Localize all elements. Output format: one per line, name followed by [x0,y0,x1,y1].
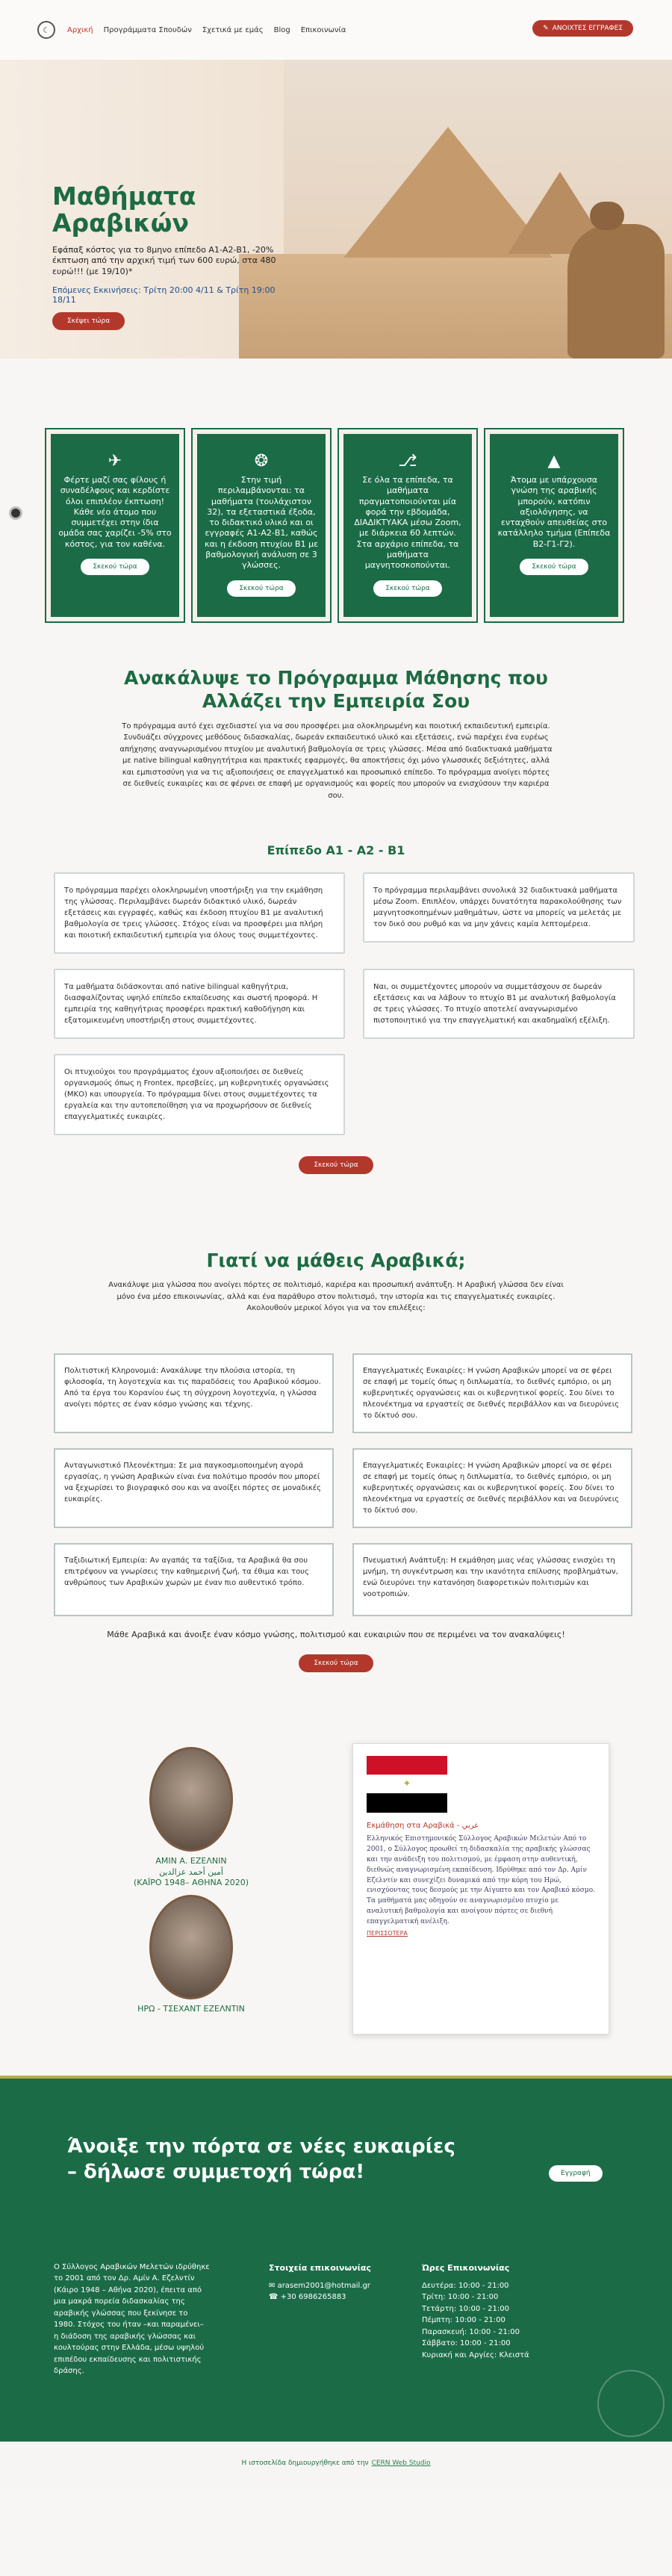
founder-arabic-name: أمين أحمد عزالدين [159,1866,223,1877]
about-card-title: Εκμάθηση στα Αραβικά - عربي [367,1821,479,1830]
camel-image [567,224,665,359]
program-level: Επίπεδο Α1 - Α2 - Β1 [267,843,405,857]
feature-card [485,429,623,621]
flag-stripe-red [367,1756,447,1775]
program-intro: Το πρόγραμμα αυτό έχει σχεδιαστεί για να σου προσφέρει μια ολοκληρωμένη και ποιοτική εκπαιδευτική εμπειρία. Συνδυάζει σύγχρονες μεθόδους διδασκαλίας, δωρεάν εκπαιδευτικό υλικό και εξετάσεις, ενώ παρέχει ένα ευρέως απήχησης αναγνωρισμένου πτυχίου με αναλυτική βαθμολογία σε τρεις γλώσσες. Μέσα από διαδικτυακά μαθήματα με native bilingual καθηγητήτρια και πρακτικές εφαρμογές, θα αποκτήσεις όχι μόνο γλωσσικές δεξιότητες, αλλά και εμπιστοσύνη για να τις αξιοποιήσεις σε επαγγελματικό και προσωπικό επίπεδο. Το πρόγραμμα ανοίγει πόρτες σε διεθνείς ευκαιρίες και σε φέρνει σε επαφή με οργανισμούς και φορείς που μπορούν να ενισχύσουν την καριέρα σου. [119,721,553,800]
flag-stripe-black [367,1793,447,1812]
open-registrations-label: ΑΝΟΙΧΤΕΣ ΕΓΓΡΑΦΕΣ [552,25,623,32]
hero-text [52,183,284,330]
program-box: Οι πτυχιούχοι του προγράμματος έχουν αξιοποιήσει σε διεθνείς οργανισμούς όπως η Frontex, πρεσβείες, μη κυβερνητικές οργανώσεις (ΜΚΟ) και υπουργεία. Το πρόγραμμα δίνει στους συμμετέχοντες τα εργαλεία και την αυτοπεποίθηση για να προχωρήσουν σε διεθνείς επαγγελματικές ευκαιρίες. [54,1054,345,1135]
feature-card [339,429,476,621]
footer-hours-title: Ώρες Επικοινωνίας [422,2262,510,2273]
why-title: Γιατί να μάθεις Αραβικά; [206,1250,466,1271]
footer-hours-row: Τετάρτη: 10:00 - 21:00 [422,2304,509,2313]
feature-cards [0,429,672,621]
nav-contact[interactable]: Επικοινωνία [300,25,346,34]
site-header [0,0,672,60]
badge-icon: ❂ [254,452,269,471]
footer-about-text: Ο Σύλλογος Αραβικών Μελετών ιδρύθηκε το 2001 από τον Δρ. Αμίν Α. Εζελντίν (Κάιρο 1948 – Αθήνα 2020), έπειτα από μια μακρά πορεία διδασκαλίας της αραβικής γλώσσας που ξεκίνησε το 1980. Στόχος του ήταν –και παραμένει– η διάδοση της αραβικής γλώσσας και κουλτούρας στην Ελλάδα, μέσω υψηλού επιπέδου εκπαίδευσης και πολιτιστικής δράσης. [54,2262,210,2376]
why-button-wrap [0,1654,672,1672]
footer-hours-row: Κυριακή και Αργίες: Κλειστά [422,2350,529,2359]
why-box: Πνευματική Ανάπτυξη: Η εκμάθηση μιας νέας γλώσσας ενισχύει τη μνήμη, τη συγκέντρωση και την ικανότητα επίλυσης προβλημάτων, ενώ διευρύνει την κατανόηση διαφορετικών πολιτισμών και νοοτροπιών. [352,1543,632,1616]
credit-text: Η ιστοσελίδα δημιουργήθηκε από την [241,2459,369,2468]
phone-icon: ☎ [269,2293,281,2302]
program-box: Ναι, οι συμμετέχοντες μπορούν να συμμετάσχουν σε δωρεάν εξετάσεις και να λάβουν το πτυχίο Β1 με αναλυτική βαθμολογία σε τρεις γλώσσες. Το πτυχίο αποτελεί αναγνωρισμένο πιστοποιητικό για την επαγγελματική και ακαδημαϊκή εξέλιξη. [363,969,635,1039]
nav-programs[interactable]: Προγράμματα Σπουδών [103,25,192,34]
register-button[interactable]: Εγγραφή [549,2165,603,2182]
program-section [0,666,672,1174]
why-box: Ανταγωνιστικό Πλεονέκτημα: Σε μια παγκοσμιοποιημένη αγορά εργασίας, η γνώση Αραβικών είναι ένα πολύτιμο προσόν που μπορεί να ξεχωρίσει το βιογραφικό σου και να ανοίξει πόρτες σε μοναδικές ευκαιρίες. [54,1448,334,1528]
footer-hours [422,2262,586,2362]
footer-contact [269,2262,418,2303]
founder-name: ΑΜΙΝ Α. ΕΖΕΛΝΙΝ [155,1855,227,1866]
credit-link[interactable]: CERN Web Studio [371,2459,431,2468]
why-closing: Μάθε Αραβικά και άνοιξε έναν κόσμο γνώσης, πολιτισμού και ευκαιριών που σε περιμένει να τον ανακαλύψεις! [107,1629,565,1639]
feature-card [193,429,330,621]
hero-cta-button[interactable]: Σκέψει τώρα [52,312,125,330]
footer-phone-row [269,2291,418,2303]
founder-caption [109,1856,273,1890]
card-text: Άτομα με υπάρχουσα γνώση της αραβικής μπορούν, κατόπιν αξιολόγησης, να ενταχθούν απευθείας στο κατάλληλο τμήμα (Επίπεδα Β2-Γ1-Γ2). [497,475,611,549]
footer-contact-title: Στοιχεία επικοινωνίας [269,2262,371,2273]
nav-home[interactable]: Αρχική [67,25,93,34]
program-box: Το πρόγραμμα περιλαμβάνει συνολικά 32 διαδικτυακά μαθήματα μέσω Zoom. Επιπλέον, υπάρχει δυνατότητα παρακολούθησης των μαγνητοσκοπημένων μαθημάτων, ώστε να μπορείς να μελετάς με τον δικό σου ρυθμό και να μην χάνεις καμία λεπτομέρεια. [363,872,635,943]
why-cta-button[interactable]: Σκεκού τώρα [299,1654,373,1672]
share-icon: ⎇ [398,452,417,471]
feature-card [46,429,184,621]
hero-subtitle: Εφάπαξ κόστος για το 8μηνο επίπεδο Α1-Α2-Β1, -20% έκπτωση από την αρχική τιμή των 600 ευρώ, στα 480 ευρώ!!! (με 19/10)* [52,244,276,277]
footer-phone-link[interactable]: +30 6986265883 [280,2293,346,2302]
footer-about [54,2262,211,2377]
card-text: Στην τιμή περιλαμβάνονται: τα μαθήματα (τουλάχιστον 32), τα εξεταστικά έξοδα, το διδακτικό υλικό και οι εγγραφές Α1-Α2-Β1, καθώς και η έκδοση πτυχίου Β1 με βαθμολογική ανάλυση σε 3 γλώσσες. [205,475,319,571]
pencil-icon: ✎ [543,25,549,32]
why-box: Ταξιδιωτική Εμπειρία: Αν αγαπάς τα ταξίδια, τα Αραβικά θα σου επιτρέψουν να γνωρίσεις την καθημερινή ζωή, τα έθιμα και τους ανθρώπους των Αραβικών χωρών με έναν πιο αυθεντικό τρόπο. [54,1543,334,1616]
footer-email-row [269,2280,418,2292]
why-box: Επαγγελματικές Ευκαιρίες: Η γνώση Αραβικών μπορεί να σε φέρει σε επαφή με τομείς όπως η διπλωματία, το διεθνές εμπόριο, οι μη κυβερνητικές οργανώσεις και οι κυβερνητικοί φορείς. Σου δίνει το πλεονέκτημα να εργαστείς σε διεθνές περιβάλλον και να διευρύνεις το δίκτυό σου. [352,1353,632,1433]
handshake-icon: ✈ [108,452,122,471]
card-button[interactable]: Σκεκού τώρα [227,580,295,597]
program-grid [0,872,672,1135]
founder-portrait [149,1747,233,1852]
why-intro: Ανακάλυψε μια γλώσσα που ανοίγει πόρτες σε πολιτισμό, καριέρα και προσωπική ανάπτυξη. Η Αραβική γλώσσα δεν είναι μόνο ένα μέσο επικοινωνίας, αλλά και ένα παράθυρο στον πολιτισμό, την ιστορία και τις επαγγελματικές ευκαιρίες. Ακολουθούν μερικοί λόγοι για να τον επιλέξεις: [108,1281,564,1313]
shapes-icon: ▲ [547,452,561,471]
about-card-body: Ελληνικός Επιστημονικός Σύλλογος Αραβικών Μελετών Από το 2001, ο Σύλλογος προωθεί τη διδασκαλία της αραβικής γλώσσας και την ανάδειξη του πολιτισμού, με έμφαση στην αυθεντική, διεθνώς αναγνωρισμένη εκπαίδευση. Ιδρύθηκε από τον Δρ. Αμίν Εζελντίν και συνεχίζει δυναμικά από την κόρη του Ηρώ, ενισχύοντας τους δεσμούς με την Αίγυπτο και τον Αραβικό κόσμο. Τα μαθήματά μας οδηγούν σε αναγνωρισμένο πτυχίο με αναλυτική βαθμολογία και ανοίγουν πόρτες σε διεθνή επαγγελματική ανέλιξη. [367,1834,595,1926]
read-more-link[interactable]: ΠΕΡΙΣΣΟΤΕΡΑ [367,1930,408,1937]
program-box: Τα μαθήματα διδάσκονται από native bilingual καθηγήτρια, διασφαλίζοντας υψηλό επίπεδο εκπαίδευσης και σωστή προφορά. Η εμπειρία της καθηγήτριας προσφέρει πρακτική καθοδήγηση και εξατομικευμένη υποστήριξη στους συμμετέχοντες. [54,969,345,1039]
site-logo[interactable]: ☾ [37,21,55,39]
why-box: Επαγγελματικές Ευκαιρίες: Η γνώση Αραβικών μπορεί να σε φέρει σε επαφή με τομείς όπως η διπλωματία, το διεθνές εμπόριο, οι μη κυβερνητικές οργανώσεις και οι κυβερνητικοί φορείς. Σου δίνει το πλεονέκτημα να εργαστείς σε διεθνές περιβάλλον και να διευρύνεις το δίκτυό σου. [352,1448,632,1528]
nav-blog[interactable]: Blog [273,25,290,34]
footer-hours-row: Δευτέρα: 10:00 - 21:00 [422,2281,509,2290]
camel-head-image [590,202,624,230]
about-card [352,1743,609,2035]
footer-email-link[interactable]: arasem2001@hotmail.gr [277,2281,370,2290]
program-title: Ανακάλυψε το Πρόγραμμα Μάθησης που Αλλάζει την Εμπειρία Σου [124,667,548,713]
card-button[interactable]: Σκεκού τώρα [520,559,588,575]
footer-hours-row: Τρίτη: 10:00 - 21:00 [422,2293,499,2302]
why-box: Πολιτιστική Κληρονομιά: Ανακάλυψε την πλούσια ιστορία, τη φιλοσοφία, τη λογοτεχνία και τις παραδόσεις του Αραβικού κόσμου. Από τα έργα του Κορανίου έως τη σύγχρονη λογοτεχνία, η γλώσσα ανοίγει πόρτες σε έναν κόσμο γνώσης και τέχνης. [54,1353,334,1433]
card-text: Φέρτε μαζί σας φίλους ή συναδέλφους και κερδίστε όλοι επιπλέον έκπτωση! Κάθε νέο άτομο που συμμετέχει στην ίδια ομάδα σας χαρίζει -5% στο κόστος, για τον καθένα. [58,475,172,549]
footer-hours-row: Πέμπτη: 10:00 - 21:00 [422,2316,505,2325]
hero-section [0,60,672,359]
hero-title: Μαθήματα Αραβικών [52,181,196,238]
seal-watermark [597,2370,665,2437]
bottom-bar [0,2442,672,2486]
card-button[interactable]: Σκεκού τώρα [81,559,149,575]
main-nav [67,26,346,34]
footer-hours-row: Παρασκευή: 10:00 - 21:00 [422,2327,520,2336]
card-text: Σε όλα τα επίπεδα, τα μαθήματα πραγματοποιούνται μία φορά την εβδομάδα, ΔΙΑΔΙΚΤΥΑΚΑ μέσω Zoom, με διάρκεια 60 λεπτών. Στα αρχάριο επίπεδα, τα μαθήματα μαγνητοσκοπούνται. [354,475,461,571]
card-button[interactable]: Σκεκού τώρα [373,580,441,597]
program-button-wrap [0,1156,672,1174]
hero-schedule: Επόμενες Εκκινήσεις: Τρίτη 20:00 4/11 & Τρίτη 19:00 18/11 [52,285,276,305]
open-registrations-button[interactable] [532,20,633,37]
program-box: Το πρόγραμμα παρέχει ολοκληρωμένη υποστήριξη για την εκμάθηση της γλώσσας. Περιλαμβάνει δωρεάν διδακτικό υλικό, δωρεάν εξετάσεις και εγγραφές, καθώς και έκδοση πτυχίου Β1 με αναλυτική βαθμολογία σε τρεις γλώσσες. Στόχος είναι να προσφέρει μια πλήρη και ποιοτική εκπαιδευτική εμπειρία για όλους τους συμμετέχοντες. [54,872,345,954]
why-section [0,1249,672,1672]
cta-title: Άνοιξε την πόρτα σε νέες ευκαιρίες – δήλωσε συμμετοχή τώρα! [67,2135,455,2183]
director-name: ΗΡΩ - ΤΣΕΧΑΝΤ ΕΖΕΛΝΤΙΝ [137,2003,245,2014]
why-grid [0,1353,672,1616]
nav-about[interactable]: Σχετικά με εμάς [202,25,264,34]
egypt-flag [367,1756,447,1813]
mail-icon: ✉ [269,2281,278,2290]
founder-dates: (ΚΑΪΡΟ 1948– ΑΘΗΝΑ 2020) [133,1878,249,1888]
footer-hours-row: Σάββατο: 10:00 - 21:00 [422,2339,511,2348]
director-portrait [149,1895,233,1999]
team-section [0,1717,672,2068]
cta-section [0,2076,672,2442]
program-cta-button[interactable]: Σκεκού τώρα [299,1156,373,1174]
eagle-icon: ✦ [367,1775,447,1793]
